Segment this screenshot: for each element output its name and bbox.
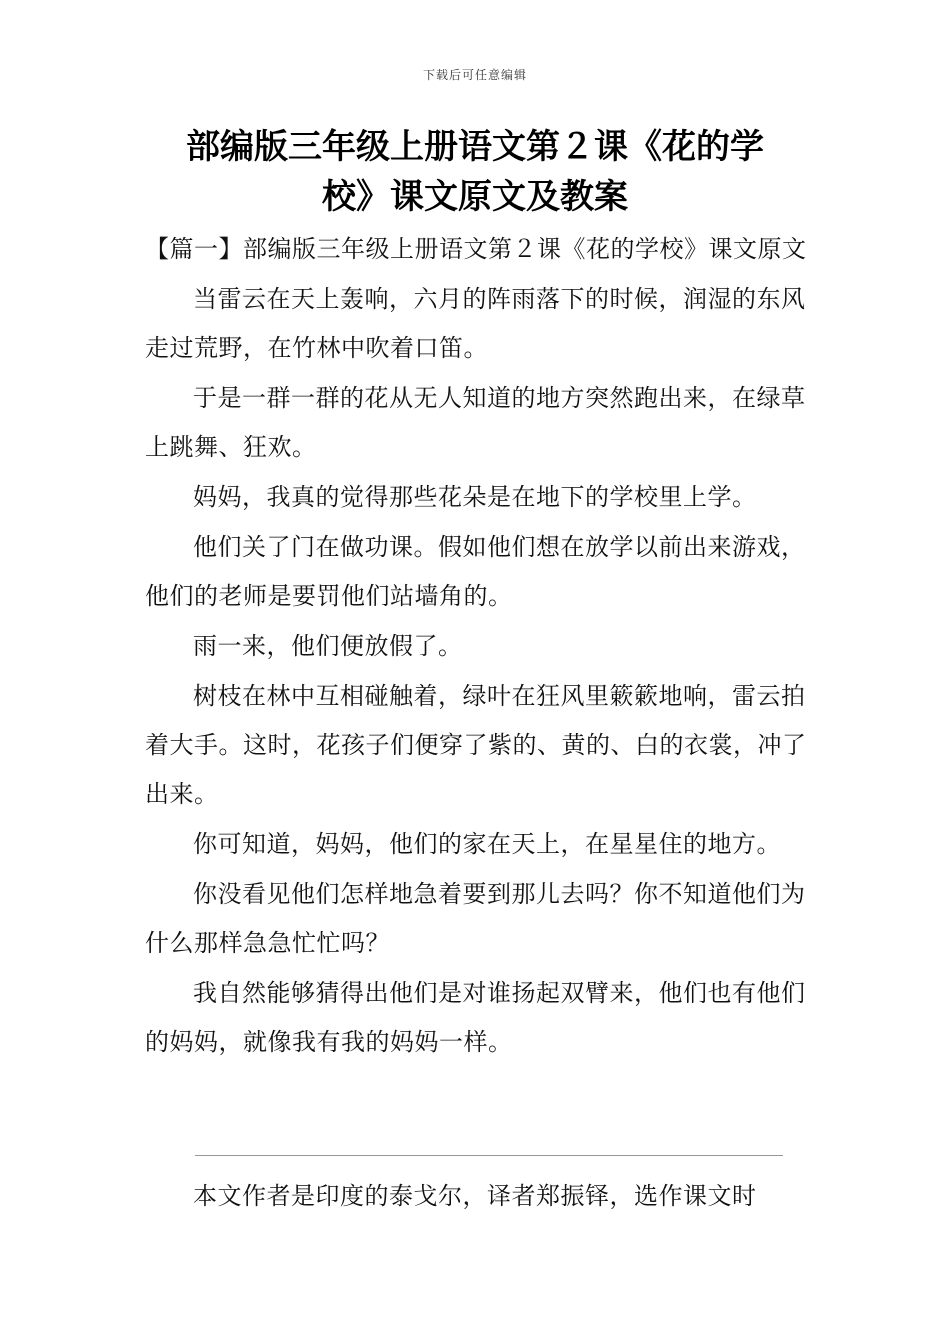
paragraph: 当雷云在天上轰响，六月的阵雨落下的时候，润湿的东风走过荒野，在竹林中吹着口笛。 [145, 285, 806, 362]
title-line-1: 部编版三年级上册语文第２课《花的学 [186, 127, 764, 167]
paragraph: 你没看见他们怎样地急着要到那儿去吗？你不知道他们为什么那样急急忙忙吗？ [145, 880, 806, 957]
trailing-paragraph: 本文作者是印度的泰戈尔，译者郑振铎，选作课文时 [193, 1182, 757, 1210]
title-line-2: 校》课文原文及教案 [322, 177, 628, 217]
paragraph: 你可知道，妈妈，他们的家在天上，在星星住的地方。 [193, 830, 781, 858]
header-note: 下载后可任意编辑 [422, 68, 527, 82]
footnote-divider [195, 1155, 783, 1156]
document-title [145, 122, 805, 222]
section-heading: 【篇一】部编版三年级上册语文第２课《花的学校》课文原文 [145, 235, 807, 263]
document-body [145, 225, 810, 1068]
paragraph: 我自然能够猜得出他们是对谁扬起双臂来，他们也有他们的妈妈，就像我有我的妈妈一样。 [145, 979, 806, 1056]
paragraph: 雨一来，他们便放假了。 [193, 632, 463, 660]
paragraph: 他们关了门在做功课。假如他们想在放学以前出来游戏，他们的老师是要罚他们站墙角的。 [145, 533, 806, 610]
paragraph: 树枝在林中互相碰触着，绿叶在狂风里簌簌地响，雷云拍着大手。这时，花孩子们便穿了紫的、黄的、白的衣裳，冲了出来。 [145, 682, 807, 808]
paragraph: 妈妈，我真的觉得那些花朵是在地下的学校里上学。 [193, 483, 757, 511]
paragraph: 于是一群一群的花从无人知道的地方突然跑出来，在绿草上跳舞、狂欢。 [145, 384, 806, 461]
